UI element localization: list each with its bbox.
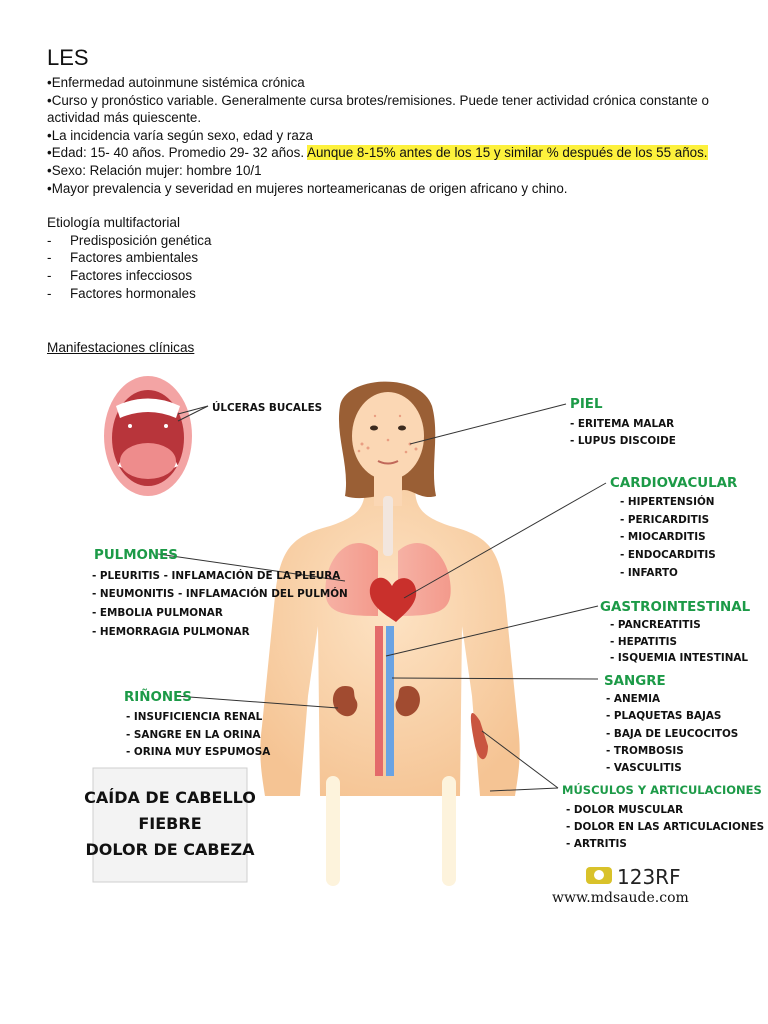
rinones-item: - SANGRE EN LA ORINA [126,729,261,741]
rinones-item: - ORINA MUY ESPUMOSA [126,746,271,758]
piel-item: - ERITEMA MALAR [570,418,675,430]
symptom-text: CAÍDA DE CABELLO [84,788,256,807]
symptom-text: FIEBRE [138,814,202,833]
document-title: LES [47,45,89,70]
list-item: - Factores ambientales [47,250,199,266]
website-watermark: www.mdsaude.com [552,890,689,906]
sangre-item: - TROMBOSIS [606,745,684,757]
notes-section [47,44,727,302]
ulceras-bucales-label: ÚLCERAS BUCALES [212,402,323,414]
bullet-line: •Curso y pronóstico variable. Generalmente cursa brotes/remisiones. Puede tener actividad crónica constante o actividad más quiescente. [47,92,709,126]
musculos-item: - DOLOR MUSCULAR [566,804,684,816]
pulmones-item: - PLEURITIS - INFLAMACIÓN DE LA PLEURA [92,570,341,582]
musculos-heading: MÚSCULOS Y ARTICULACIONES [562,783,762,797]
bullet-line: •Mayor prevalencia y severidad en mujeres norteamericanas de origen africano y chino. [47,180,568,196]
sangre-item: - PLAQUETAS BAJAS [606,710,722,722]
sangre-heading: SANGRE [604,674,666,689]
pulmones-item: - EMBOLIA PULMONAR [92,607,223,619]
gastro-heading: GASTROINTESTINAL [600,600,751,615]
symptom-text: DOLOR DE CABEZA [85,840,255,859]
cardio-item: - HIPERTENSIÓN [620,496,715,508]
musculos-item: - DOLOR EN LAS ARTICULACIONES [566,821,765,833]
sangre-item: - ANEMIA [606,693,661,705]
cardio-item: - INFARTO [620,567,678,579]
cardio-heading: CARDIOVACULAR [610,476,738,491]
sangre-item: - BAJA DE LEUCOCITOS [606,728,739,740]
pulmones-item: - HEMORRAGIA PULMONAR [92,626,250,638]
piel-heading: PIEL [570,397,603,412]
list-item: - Factores infecciosos [47,267,193,283]
etiologia-heading: Etiología multifactorial [47,215,180,231]
rinones-item: - INSUFICIENCIA RENAL [126,711,263,723]
cardio-item: - ENDOCARDITIS [620,549,716,561]
clinical-manifestations-figure [0,366,768,926]
etiologia-list [47,232,727,302]
cardio-item: - MIOCARDITIS [620,531,706,543]
edad-text: •Edad: 15- 40 años. Promedio 29- 32 años. [47,145,308,161]
logo-123rf [586,865,681,889]
rinones-heading: RIÑONES [124,690,192,705]
gastro-item: - PANCREATITIS [610,619,701,631]
list-item: - Predisposición genética [47,232,212,248]
musculos-item: - ARTRITIS [566,838,627,850]
svg-text:123RF: 123RF [617,865,681,889]
pulmones-heading: PULMONES [94,548,178,563]
pulmones-item: - NEUMONITIS - INFLAMACIÓN DEL PULMÓN [92,588,348,600]
bullet-line: •Enfermedad autoinmune sistémica crónica [47,75,305,90]
cardio-item: - PERICARDITIS [620,514,710,526]
highlighted-text: Aunque 8-15% antes de los 15 y similar % después de los 55 años. [307,145,708,161]
list-item: - Factores hormonales [47,285,196,301]
gastro-item: - HEPATITIS [610,636,678,648]
mouth-illustration [104,376,192,496]
bullet-line: •La incidencia varía según sexo, edad y raza [47,127,313,143]
sangre-item: - VASCULITIS [606,762,682,774]
bullet-line: •Sexo: Relación mujer: hombre 10/1 [47,162,262,178]
piel-item: - LUPUS DISCOIDE [570,435,676,447]
manifestaciones-heading: Manifestaciones clínicas [47,340,195,355]
bullet-line-edad [47,144,727,162]
general-symptoms-box [84,768,256,882]
gastro-item: - ISQUEMIA INTESTINAL [610,652,749,664]
